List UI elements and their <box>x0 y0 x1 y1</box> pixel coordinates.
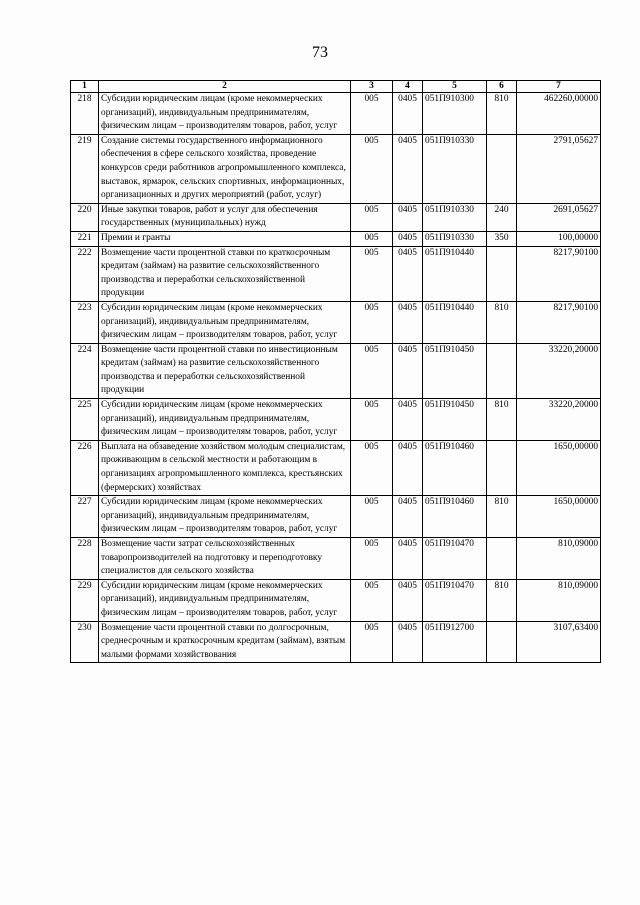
target-article-code: 051П910460 <box>423 440 487 495</box>
page-number: 73 <box>312 44 328 61</box>
row-number: 223 <box>71 301 99 343</box>
expense-type-code: 810 <box>487 579 517 621</box>
row-number: 230 <box>71 621 99 663</box>
column-header: 7 <box>517 81 601 93</box>
table-row <box>71 538 601 580</box>
expense-type-code <box>487 538 517 580</box>
row-number: 220 <box>71 203 99 231</box>
ministry-code: 005 <box>351 246 393 301</box>
expense-type-code: 810 <box>487 496 517 538</box>
table-row <box>71 301 601 343</box>
amount: 8217,90100 <box>517 246 601 301</box>
section-code: 0405 <box>393 246 423 301</box>
item-name: Субсидии юридическим лицам (кроме некоммерческих организаций), индивидуальным предпринимателям, физическим лицам – производителям товаров, работ, услуг <box>99 93 351 135</box>
row-number: 229 <box>71 579 99 621</box>
section-code: 0405 <box>393 134 423 203</box>
column-header: 6 <box>487 81 517 93</box>
expense-type-code <box>487 343 517 398</box>
item-name: Возмещение части процентной ставки по краткосрочным кредитам (займам) на развитие сельскохозяйственного производства и переработки сельскохозяйственной продукции <box>99 246 351 301</box>
expense-type-code: 240 <box>487 203 517 231</box>
item-name: Возмещение части процентной ставки по долгосрочным, среднесрочным и краткосрочным кредитам (займам), взятым малыми формами хозяйствования <box>99 621 351 663</box>
amount: 8217,90100 <box>517 301 601 343</box>
section-code: 0405 <box>393 579 423 621</box>
ministry-code: 005 <box>351 134 393 203</box>
item-name: Субсидии юридическим лицам (кроме некоммерческих организаций), индивидуальным предпринимателям, физическим лицам – производителям товаров, работ, услуг <box>99 301 351 343</box>
header-row <box>71 81 601 93</box>
column-header: 4 <box>393 81 423 93</box>
section-code: 0405 <box>393 399 423 441</box>
column-header: 1 <box>71 81 99 93</box>
table-row <box>71 231 601 246</box>
ministry-code: 005 <box>351 399 393 441</box>
expense-type-code <box>487 621 517 663</box>
table-row <box>71 399 601 441</box>
target-article-code: 051П910440 <box>423 246 487 301</box>
target-article-code: 051П910440 <box>423 301 487 343</box>
amount: 1650,00000 <box>517 496 601 538</box>
expense-type-code <box>487 246 517 301</box>
table-row <box>71 134 601 203</box>
table-row <box>71 440 601 495</box>
table-row <box>71 343 601 398</box>
ministry-code: 005 <box>351 93 393 135</box>
section-code: 0405 <box>393 496 423 538</box>
item-name: Иные закупки товаров, работ и услуг для обеспечения государственных (муниципальных) нужд <box>99 203 351 231</box>
expense-type-code: 350 <box>487 231 517 246</box>
item-name: Выплата на обзаведение хозяйством молодым специалистам, проживающим в сельской местности и работающим в организациях агропромышленного комплекса, крестьянских (фермерских) хозяйствах <box>99 440 351 495</box>
column-header: 5 <box>423 81 487 93</box>
target-article-code: 051П910330 <box>423 203 487 231</box>
expense-type-code <box>487 134 517 203</box>
item-name: Возмещение части процентной ставки по инвестиционным кредитам (займам) на развитие сельскохозяйственного производства и переработки сельскохозяйственной продукции <box>99 343 351 398</box>
target-article-code: 051П910450 <box>423 399 487 441</box>
ministry-code: 005 <box>351 538 393 580</box>
table-row <box>71 203 601 231</box>
section-code: 0405 <box>393 440 423 495</box>
ministry-code: 005 <box>351 301 393 343</box>
amount: 33220,20000 <box>517 399 601 441</box>
target-article-code: 051П910450 <box>423 343 487 398</box>
row-number: 224 <box>71 343 99 398</box>
row-number: 225 <box>71 399 99 441</box>
row-number: 227 <box>71 496 99 538</box>
amount: 2791,05627 <box>517 134 601 203</box>
expense-type-code: 810 <box>487 301 517 343</box>
amount: 2691,05627 <box>517 203 601 231</box>
ministry-code: 005 <box>351 579 393 621</box>
item-name: Субсидии юридическим лицам (кроме некоммерческих организаций), индивидуальным предпринимателям, физическим лицам – производителям товаров, работ, услуг <box>99 496 351 538</box>
table-row <box>71 496 601 538</box>
row-number: 226 <box>71 440 99 495</box>
target-article-code: 051П910330 <box>423 134 487 203</box>
section-code: 0405 <box>393 231 423 246</box>
section-code: 0405 <box>393 301 423 343</box>
amount: 1650,00000 <box>517 440 601 495</box>
amount: 810,09000 <box>517 579 601 621</box>
row-number: 218 <box>71 93 99 135</box>
column-header: 2 <box>99 81 351 93</box>
expense-type-code: 810 <box>487 399 517 441</box>
item-name: Субсидии юридическим лицам (кроме некоммерческих организаций), индивидуальным предпринимателям, физическим лицам – производителям товаров, работ, услуг <box>99 399 351 441</box>
ministry-code: 005 <box>351 621 393 663</box>
ministry-code: 005 <box>351 343 393 398</box>
budget-table <box>70 80 601 663</box>
section-code: 0405 <box>393 621 423 663</box>
ministry-code: 005 <box>351 203 393 231</box>
row-number: 228 <box>71 538 99 580</box>
item-name: Создание системы государственного информационного обеспечения в сфере сельского хозяйства, проведение конкурсов среди работников агропромышленного комплекса, выставок, ярмарок, сельских спортивных, информационных, организационных и других мероприятий (работ, услуг) <box>99 134 351 203</box>
table-row <box>71 93 601 135</box>
ministry-code: 005 <box>351 496 393 538</box>
ministry-code: 005 <box>351 231 393 246</box>
table-row <box>71 579 601 621</box>
row-number: 222 <box>71 246 99 301</box>
row-number: 221 <box>71 231 99 246</box>
table-row <box>71 246 601 301</box>
item-name: Возмещение части затрат сельскохозяйственных товаропроизводителей на подготовку и переподготовку специалистов для сельского хозяйства <box>99 538 351 580</box>
target-article-code: 051П910300 <box>423 93 487 135</box>
item-name: Премии и гранты <box>99 231 351 246</box>
target-article-code: 051П910330 <box>423 231 487 246</box>
item-name: Субсидии юридическим лицам (кроме некоммерческих организаций), индивидуальным предпринимателям, физическим лицам – производителям товаров, работ, услуг <box>99 579 351 621</box>
ministry-code: 005 <box>351 440 393 495</box>
amount: 3107,63400 <box>517 621 601 663</box>
section-code: 0405 <box>393 538 423 580</box>
section-code: 0405 <box>393 343 423 398</box>
amount: 33220,20000 <box>517 343 601 398</box>
amount: 462260,00000 <box>517 93 601 135</box>
section-code: 0405 <box>393 93 423 135</box>
table-row <box>71 621 601 663</box>
section-code: 0405 <box>393 203 423 231</box>
amount: 810,09000 <box>517 538 601 580</box>
column-header: 3 <box>351 81 393 93</box>
expense-type-code: 810 <box>487 93 517 135</box>
target-article-code: 051П910470 <box>423 538 487 580</box>
amount: 100,00000 <box>517 231 601 246</box>
target-article-code: 051П910460 <box>423 496 487 538</box>
target-article-code: 051П912700 <box>423 621 487 663</box>
row-number: 219 <box>71 134 99 203</box>
target-article-code: 051П910470 <box>423 579 487 621</box>
expense-type-code <box>487 440 517 495</box>
